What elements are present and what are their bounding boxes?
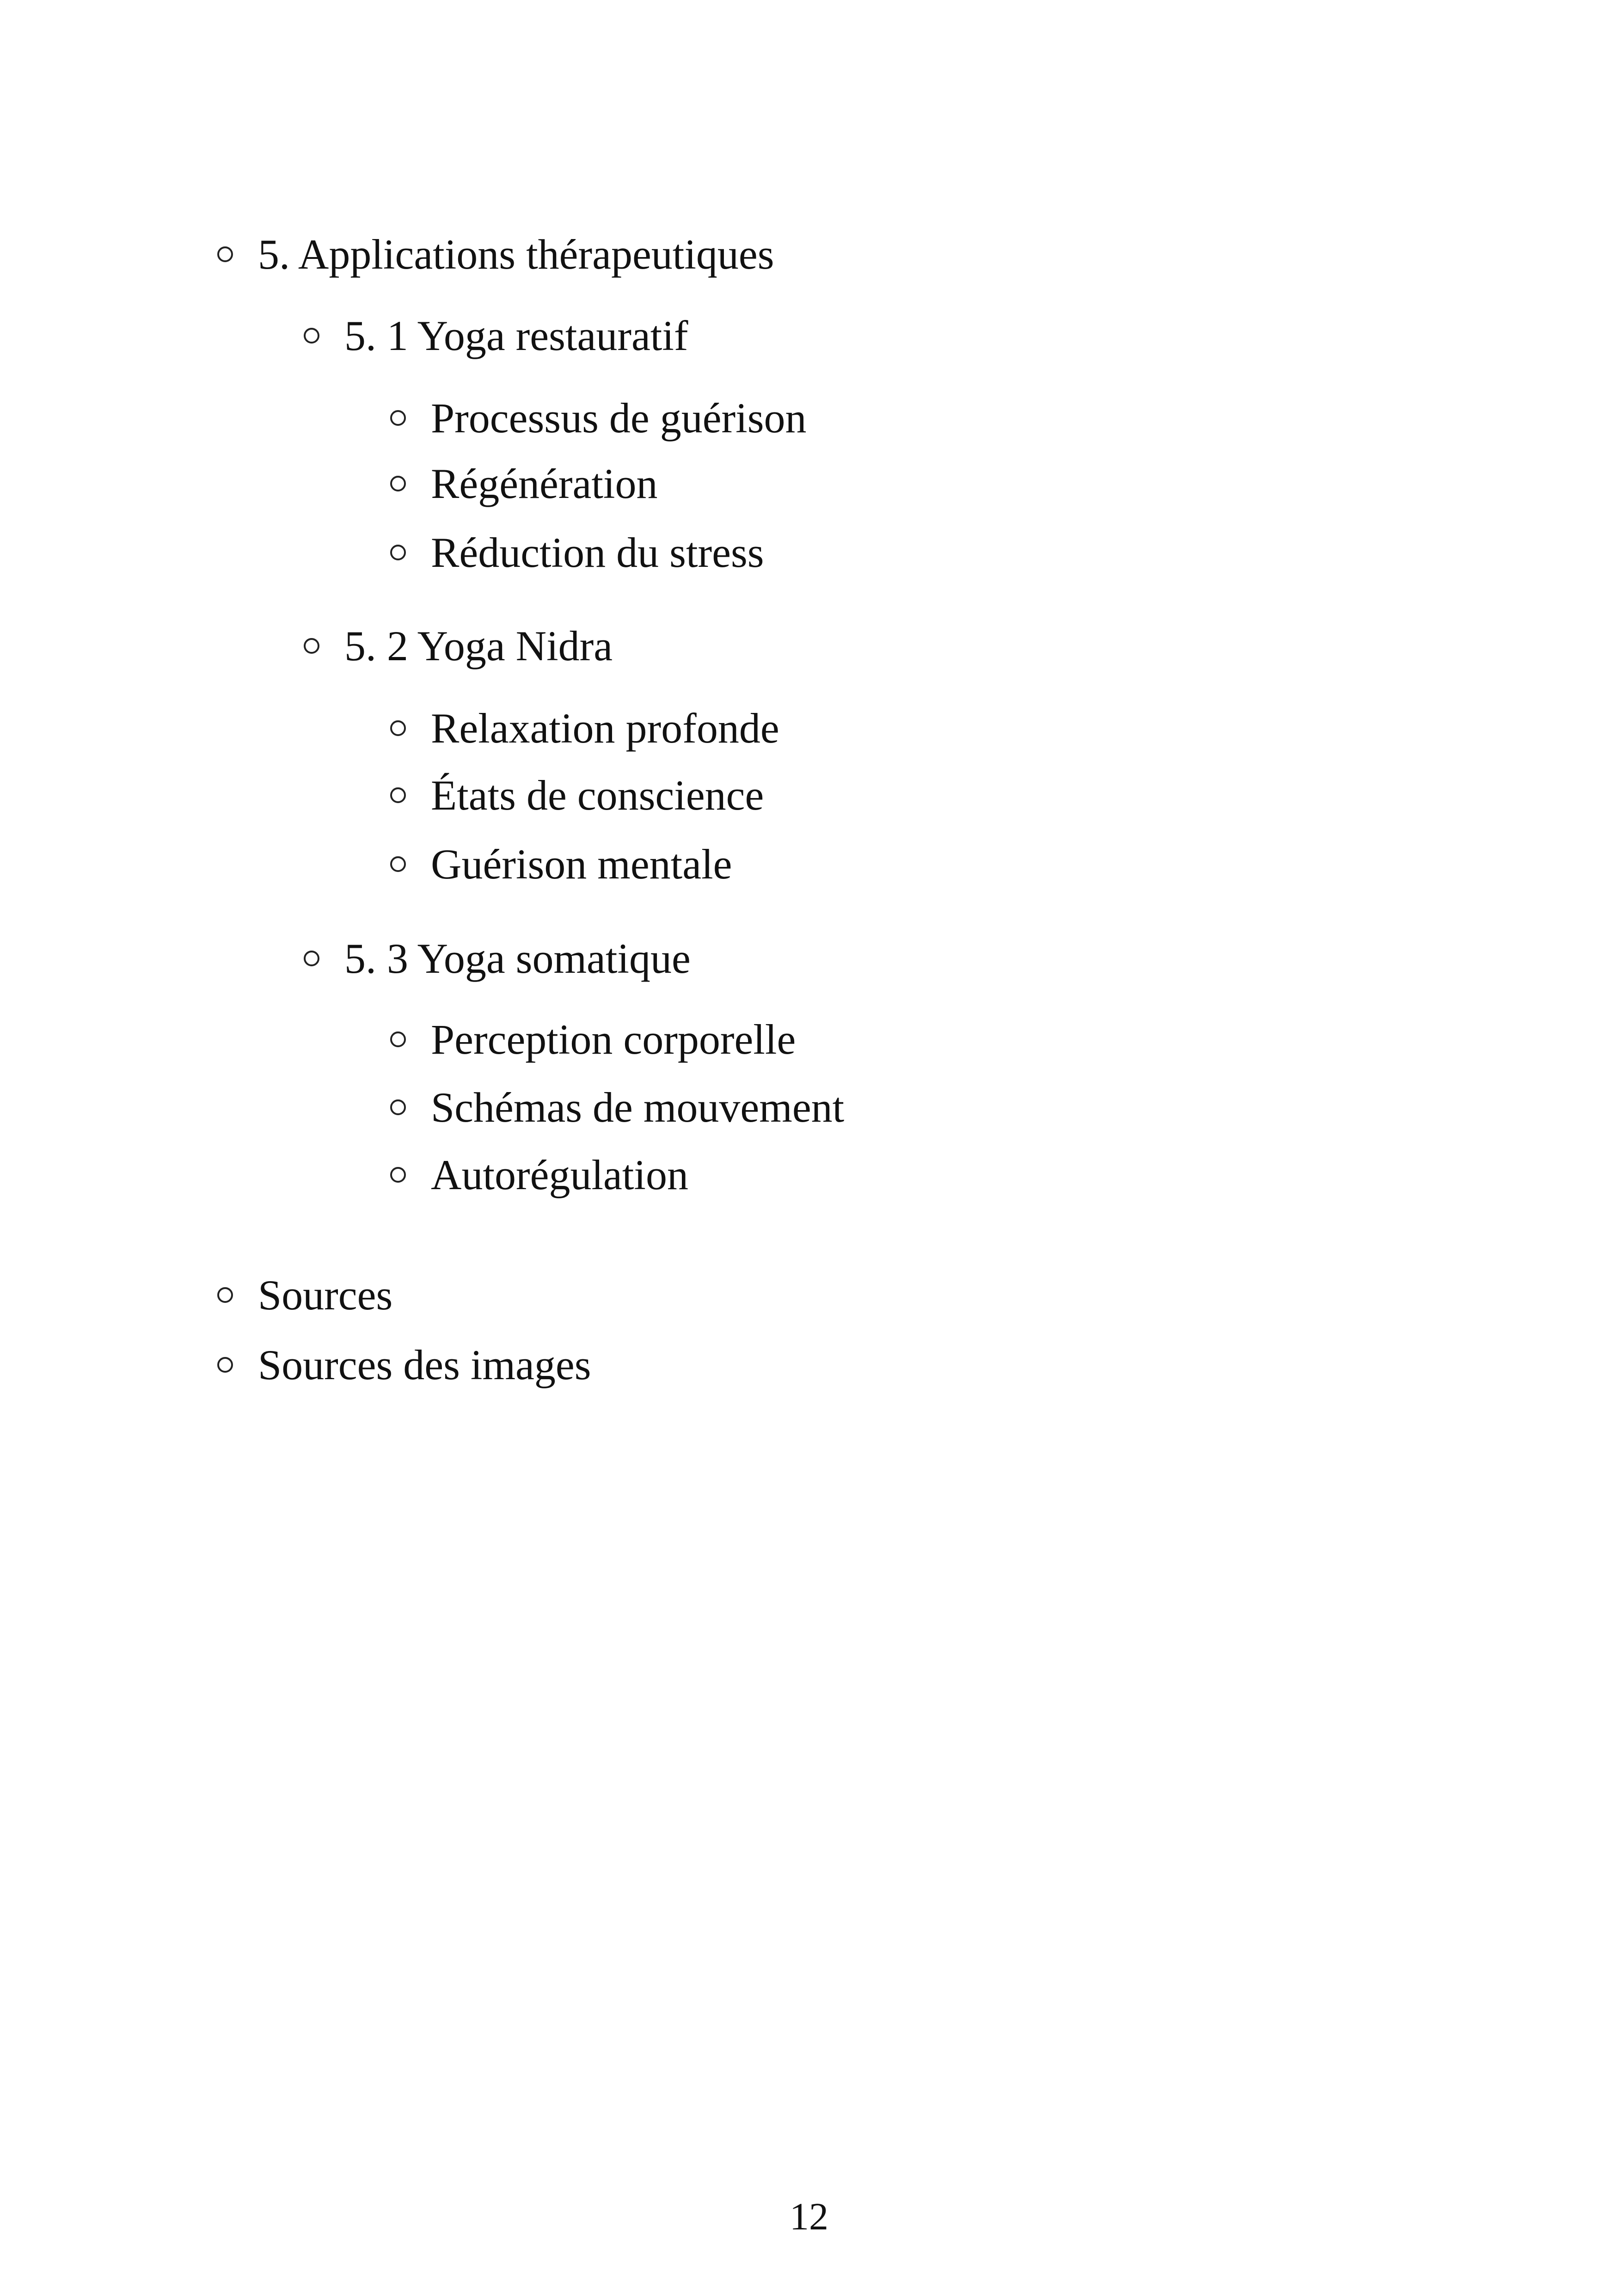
bullet-circle-icon [390,545,406,560]
list-item [390,700,779,756]
list-item [217,227,774,282]
bullet-circle-icon [390,1167,406,1183]
list-item [390,767,764,823]
list-item [390,456,657,511]
list-item-label: Schémas de mouvement [431,1084,845,1131]
list-item [217,1337,591,1393]
list-item [390,836,732,892]
list-item [390,1080,844,1135]
bullet-circle-icon [390,1031,406,1047]
page-number: 12 [790,2195,828,2238]
bullet-circle-icon [390,476,406,491]
bullet-circle-icon [390,720,406,736]
bullet-circle-icon [217,246,233,262]
bullet-circle-icon [304,328,319,344]
list-item [217,1267,392,1323]
bullet-circle-icon [390,410,406,426]
image-sources-heading: Sources des images [258,1341,591,1388]
list-item-label: Réduction du stress [431,529,764,576]
bullet-circle-icon [390,856,406,872]
bullet-circle-icon [390,1099,406,1115]
list-item-label: Régénération [431,460,658,507]
subsection-heading: 5. 1 Yoga restauratif [344,312,688,359]
bullet-circle-icon [304,951,319,966]
bullet-circle-icon [304,638,319,654]
list-item [390,1147,688,1203]
list-item-label: Perception corporelle [431,1016,796,1063]
list-item-label: États de conscience [431,772,764,819]
list-item [390,1012,796,1067]
sources-heading: Sources [258,1271,393,1319]
list-item [304,931,691,986]
list-item [390,525,764,580]
subsection-heading: 5. 2 Yoga Nidra [344,622,613,669]
list-item-label: Autorégulation [431,1151,688,1198]
bullet-circle-icon [390,787,406,803]
list-item-label: Guérison mentale [431,841,732,888]
list-item [304,308,688,363]
subsection-heading: 5. 3 Yoga somatique [344,935,691,982]
list-item-label: Relaxation profonde [431,705,779,752]
list-item-label: Processus de guérison [431,394,807,442]
section-heading: 5. Applications thérapeutiques [258,231,774,278]
bullet-circle-icon [217,1357,233,1373]
bullet-circle-icon [217,1287,233,1303]
list-item [304,618,613,674]
list-item [390,390,807,446]
